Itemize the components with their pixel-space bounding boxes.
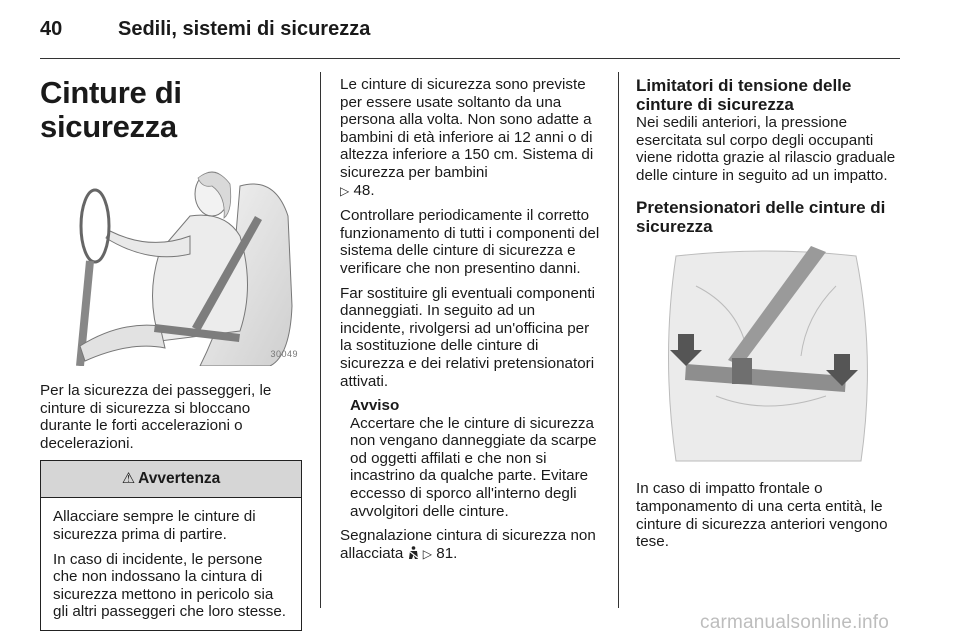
note-title: Avviso	[350, 397, 400, 415]
driver-seatbelt-drawing	[40, 156, 302, 366]
seatbelt-driver-illustration	[40, 156, 302, 366]
section-heading: Cinture di sicurezza	[40, 75, 182, 144]
running-title: Sedili, sistemi di sicurezza	[118, 18, 371, 40]
warning-triangle-icon: ⚠	[121, 470, 136, 488]
page-header	[40, 18, 900, 50]
pretensioner-illustration	[636, 246, 902, 468]
page-reference[interactable]: 81.	[436, 544, 458, 562]
subsection-heading-limiters: Limitatori di tensione delle cinture di sicurezza	[636, 76, 852, 114]
column-divider-1	[320, 72, 321, 608]
pretensioner-drawing	[636, 246, 902, 468]
figure-number: 30049	[270, 349, 298, 360]
seatbelt-reminder-icon	[408, 546, 419, 560]
column-2	[340, 76, 602, 570]
note-block	[340, 397, 602, 520]
warning-header	[41, 461, 301, 498]
pretensioners-paragraph: In caso di impatto frontale o tamponamento di una certa entità, le cinture di sicurezza anteriori vengono tese.	[636, 480, 888, 551]
usage-paragraph	[340, 76, 602, 200]
page-number: 40	[40, 18, 63, 40]
intro-paragraph: Per la sicurezza dei passeggeri, le cinture di sicurezza si bloccano durante le forti accelerazioni o decelerazioni.	[40, 382, 272, 452]
column-1	[40, 76, 302, 631]
warning-paragraph-1: Allacciare sempre le cinture di sicurezza prima di partire.	[53, 508, 256, 543]
column-3	[636, 76, 902, 558]
page-ref-arrow-icon: ▷	[422, 546, 433, 561]
warning-title: Avvertenza	[138, 470, 221, 488]
warning-box	[40, 460, 302, 631]
note-text: Accertare che le cinture di sicurezza non vengano danneggiate da scarpe od oggetti affilati e che non si incastrino da qualche parte. Evitare eccesso di sporco all'interno degli avvolgitori delle cinture.	[350, 414, 597, 520]
check-paragraph: Controllare periodicamente il corretto funzionamento di tutti i componenti del sistema delle cinture di sicurezza e verificare che non presentino danni.	[340, 207, 600, 277]
replace-paragraph: Far sostituire gli eventuali componenti danneggiati. In seguito ad un incidente, rivolgersi ad un'officina per la sostituzione delle cinture di sicurezza e dei relativi pretensionatori attivati.	[340, 284, 595, 390]
warning-paragraph-2: In caso di incidente, le persone che non indossano la cintura di sicurezza mettono in pericolo sia gli altri passeggeri che loro stesse.	[53, 550, 286, 621]
warning-body	[41, 498, 301, 630]
page-reference[interactable]: 48.	[353, 181, 375, 199]
limiters-paragraph: Nei sedili anteriori, la pressione esercitata sul corpo degli occupanti viene ridotta grazie al rilascio graduale delle cinture in seguito ad un impatto.	[636, 114, 896, 184]
reminder-paragraph	[340, 527, 602, 563]
subsection-heading-pretensioners: Pretensionatori delle cinture di sicurezza	[636, 198, 886, 237]
reminder-text: Segnalazione cintura di sicurezza non allacciata	[340, 527, 596, 562]
column-divider-2	[618, 72, 619, 608]
watermark: carmanualsonline.info	[700, 612, 890, 633]
usage-text: Le cinture di sicurezza sono previste per essere usate soltanto da una persona alla volta. Non sono adatte a bambini di età inferiore ai 12 anni o di altezza inferiore a 150 cm. Sistema di sicurezza per bambini	[340, 76, 594, 181]
header-rule	[40, 58, 900, 59]
page-ref-arrow-icon: ▷	[340, 183, 350, 198]
